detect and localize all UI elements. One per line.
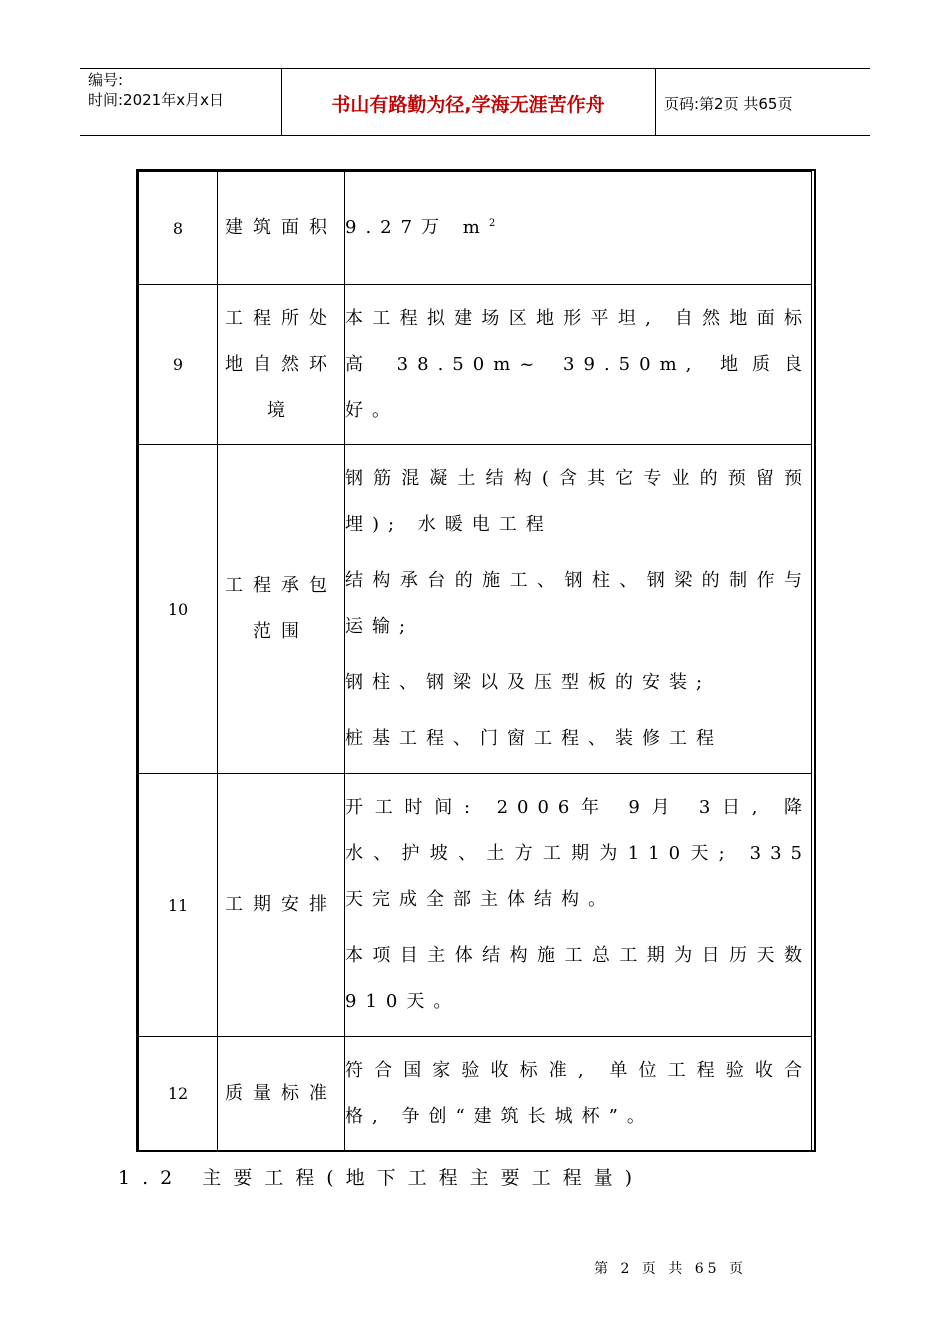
row-name: 质量标准 <box>218 1037 345 1151</box>
row-name: 工程承包范围 <box>218 445 345 774</box>
row-description <box>345 774 812 1037</box>
header-page-label: 页码:第2页 共65页 <box>664 95 793 113</box>
table-row <box>139 1037 812 1151</box>
header-divider-right <box>655 68 656 135</box>
row-description <box>345 1037 812 1151</box>
row-number: 12 <box>139 1037 218 1151</box>
table-row <box>139 774 812 1037</box>
row-description <box>345 285 812 445</box>
superscript: 2 <box>488 218 496 229</box>
header-meta <box>88 70 224 110</box>
page-footer: 第 2 页 共 65 页 <box>594 1261 747 1277</box>
serial-label: 编号: <box>88 71 124 89</box>
description-text: 本项目主体结构施工总工期为日历天数910天。 <box>345 945 811 1012</box>
description-text: 钢筋混凝土结构(含其它专业的预留预埋); 水暖电工程 <box>345 468 811 535</box>
section-heading: 1.2 主要工程(地下工程主要工程量) <box>118 1167 645 1189</box>
header-bottom-rule <box>80 135 870 136</box>
row-description <box>345 445 812 774</box>
row-number: 9 <box>139 285 218 445</box>
header-top-rule <box>80 68 870 69</box>
description-text: 结构承台的施工、钢柱、钢梁的制作与运输; <box>345 570 811 637</box>
table-row <box>139 285 812 445</box>
time-label: 时间:2021年x月x日 <box>88 91 224 109</box>
table-row <box>139 445 812 774</box>
project-info-table <box>138 171 812 1151</box>
row-name: 工程所处地自然环境 <box>218 285 345 445</box>
header-motto: 书山有路勤为径,学海无涯苦作舟 <box>331 94 605 116</box>
row-name: 建筑面积 <box>218 172 345 285</box>
row-description <box>345 172 812 285</box>
description-text: 开工时间: 2006年 9月 3日, 降水、护坡、土方工期为110天; 335天完成全部主体结构。 <box>345 797 811 910</box>
row-number: 11 <box>139 774 218 1037</box>
description-text: 桩基工程、门窗工程、装修工程 <box>345 728 723 749</box>
description-text: 符合国家验收标准, 单位工程验收合格, 争创“建筑长城杯”。 <box>345 1059 811 1127</box>
description-text: 本工程拟建场区地形平坦, 自然地面标高 38.50m~ 39.50m, 地质良好。 <box>345 307 811 421</box>
table-row <box>139 172 812 285</box>
description-text: 钢柱、钢梁以及压型板的安装; <box>345 672 712 693</box>
row-number: 10 <box>139 445 218 774</box>
row-name: 工期安排 <box>218 774 345 1037</box>
description-text: 9.27万 m <box>345 217 489 238</box>
row-number: 8 <box>139 172 218 285</box>
